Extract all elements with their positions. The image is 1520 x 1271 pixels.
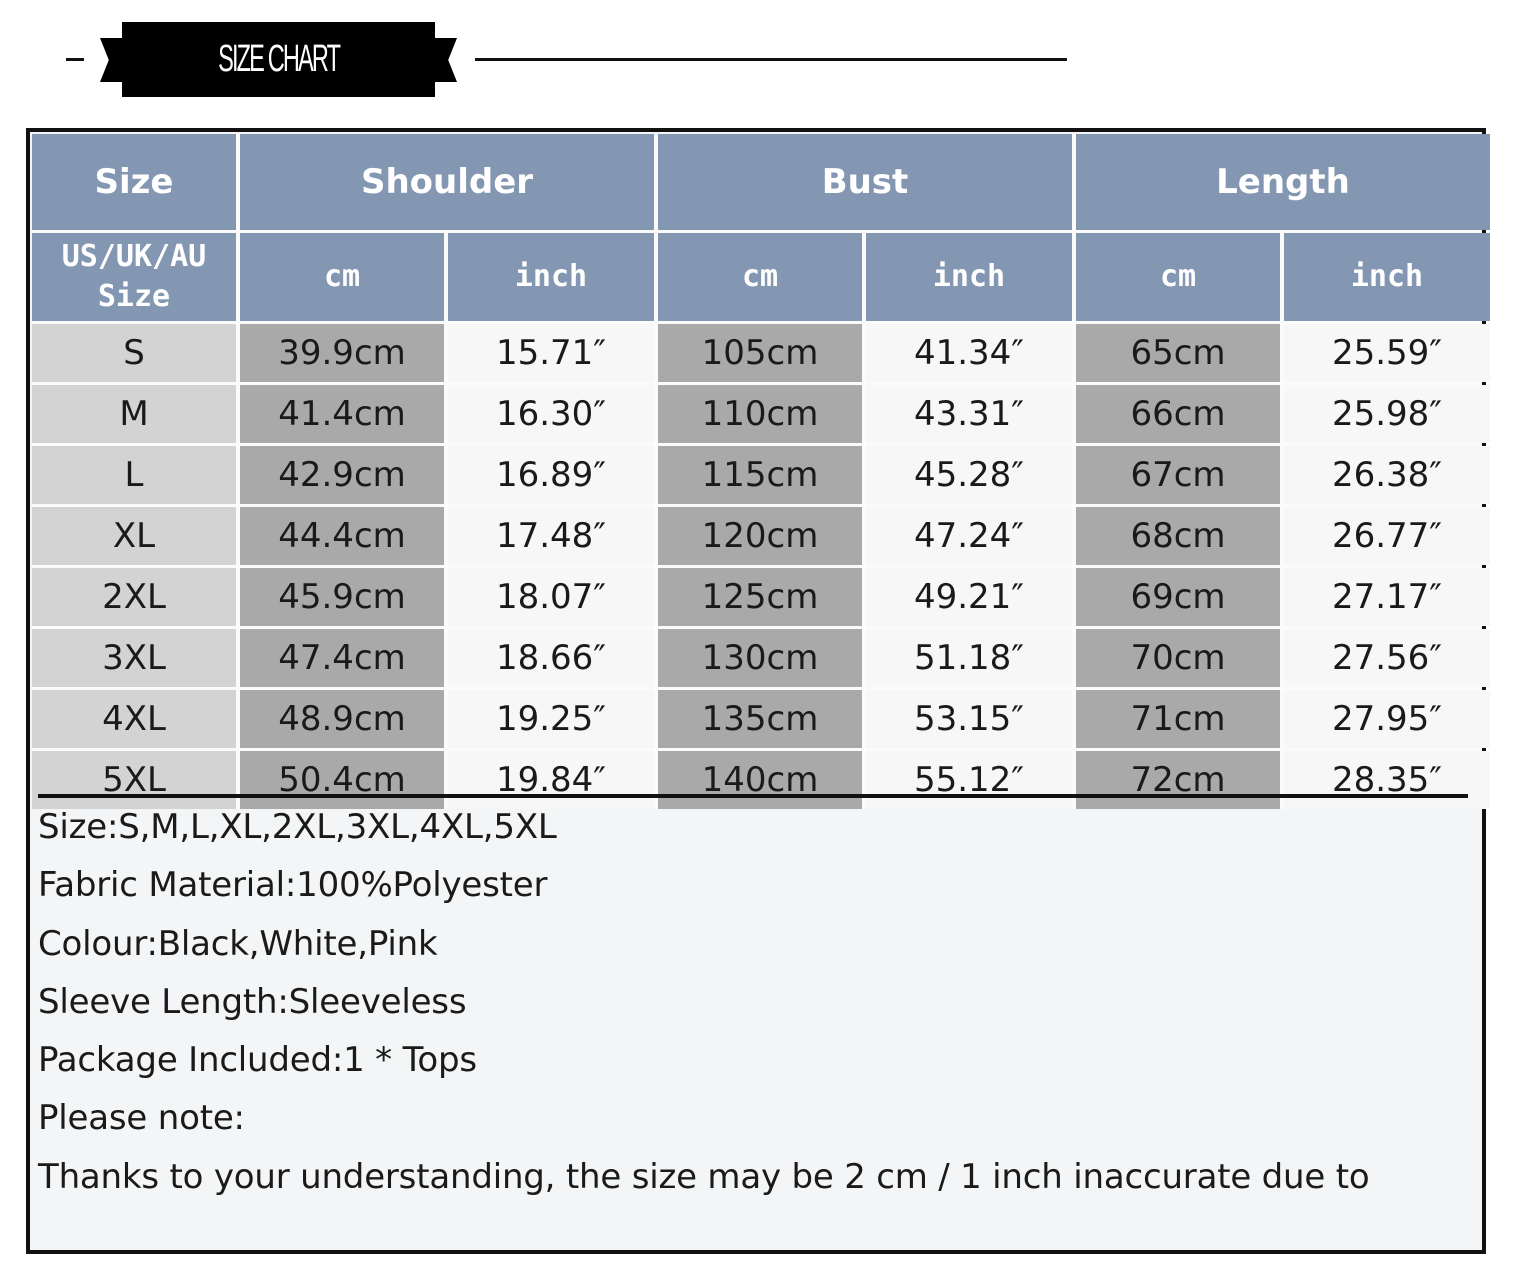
cell-shoulder-inch: 19.84″ [448,751,654,809]
cell-bust-cm: 120cm [658,507,862,565]
subheader-shoulder-cm: cm [240,233,444,321]
cell-shoulder-cm: 48.9cm [240,690,444,748]
cell-shoulder-inch: 16.89″ [448,446,654,504]
cell-size: 3XL [32,629,236,687]
cell-length-inch: 28.35″ [1284,751,1490,809]
cell-bust-cm: 135cm [658,690,862,748]
size-table [32,134,1480,809]
cell-length-inch: 25.59″ [1284,324,1490,382]
cell-length-cm: 66cm [1076,385,1280,443]
size-chart-box [26,128,1486,1254]
cell-bust-cm: 140cm [658,751,862,809]
cell-shoulder-cm: 50.4cm [240,751,444,809]
cell-bust-inch: 47.24″ [866,507,1072,565]
cell-shoulder-inch: 19.25″ [448,690,654,748]
cell-shoulder-cm: 39.9cm [240,324,444,382]
banner-ribbon-left [100,38,122,82]
cell-length-inch: 25.98″ [1284,385,1490,443]
cell-length-inch: 26.38″ [1284,446,1490,504]
cell-shoulder-inch: 16.30″ [448,385,654,443]
cell-size: L [32,446,236,504]
banner-divider-line [475,58,1067,61]
note-colour: Colour:Black,White,Pink [38,923,438,964]
cell-bust-inch: 51.18″ [866,629,1072,687]
cell-size: 2XL [32,568,236,626]
cell-length-inch: 27.17″ [1284,568,1490,626]
subheader-length-cm: cm [1076,233,1280,321]
cell-bust-inch: 41.34″ [866,324,1072,382]
banner-dash [66,58,84,61]
product-notes [38,794,1468,1206]
cell-length-cm: 68cm [1076,507,1280,565]
banner-title: SIZE CHART [217,38,340,80]
cell-length-inch: 27.95″ [1284,690,1490,748]
cell-length-inch: 26.77″ [1284,507,1490,565]
size-chart-banner [122,22,435,97]
cell-bust-inch: 45.28″ [866,446,1072,504]
header-shoulder: Shoulder [240,134,654,230]
note-package: Package Included:1 * Tops [38,1040,477,1081]
cell-bust-cm: 110cm [658,385,862,443]
cell-bust-cm: 105cm [658,324,862,382]
cell-shoulder-cm: 47.4cm [240,629,444,687]
subheader-shoulder-inch: inch [448,233,654,321]
cell-shoulder-inch: 18.07″ [448,568,654,626]
banner-ribbon-right [435,38,457,82]
cell-shoulder-inch: 17.48″ [448,507,654,565]
cell-size: M [32,385,236,443]
cell-bust-inch: 49.21″ [866,568,1072,626]
cell-length-cm: 71cm [1076,690,1280,748]
header-length: Length [1076,134,1490,230]
cell-length-inch: 27.56″ [1284,629,1490,687]
cell-length-cm: 65cm [1076,324,1280,382]
cell-bust-cm: 130cm [658,629,862,687]
cell-shoulder-inch: 15.71″ [448,324,654,382]
cell-bust-inch: 55.12″ [866,751,1072,809]
note-fabric: Fabric Material:100%Polyester [38,865,548,906]
header-size: Size [32,134,236,230]
cell-shoulder-cm: 45.9cm [240,568,444,626]
cell-shoulder-cm: 41.4cm [240,385,444,443]
cell-bust-cm: 115cm [658,446,862,504]
subheader-size-system: US/UK/AU Size [32,233,236,321]
cell-shoulder-cm: 44.4cm [240,507,444,565]
cell-length-cm: 72cm [1076,751,1280,809]
cell-shoulder-inch: 18.66″ [448,629,654,687]
cell-length-cm: 69cm [1076,568,1280,626]
subheader-bust-inch: inch [866,233,1072,321]
cell-bust-cm: 125cm [658,568,862,626]
cell-length-cm: 70cm [1076,629,1280,687]
note-sleeve: Sleeve Length:Sleeveless [38,981,467,1022]
header-bust: Bust [658,134,1072,230]
cell-size: 5XL [32,751,236,809]
subheader-length-inch: inch [1284,233,1490,321]
cell-bust-inch: 43.31″ [866,385,1072,443]
subheader-bust-cm: cm [658,233,862,321]
cell-bust-inch: 53.15″ [866,690,1072,748]
cell-size: S [32,324,236,382]
note-sizes: Size:S,M,L,XL,2XL,3XL,4XL,5XL [38,807,557,847]
cell-size: 4XL [32,690,236,748]
note-please-note: Please note: [38,1098,245,1139]
cell-length-cm: 67cm [1076,446,1280,504]
note-accuracy: Thanks to your understanding, the size may be 2 cm / 1 inch inaccurate due to [38,1156,1370,1197]
cell-shoulder-cm: 42.9cm [240,446,444,504]
cell-size: XL [32,507,236,565]
